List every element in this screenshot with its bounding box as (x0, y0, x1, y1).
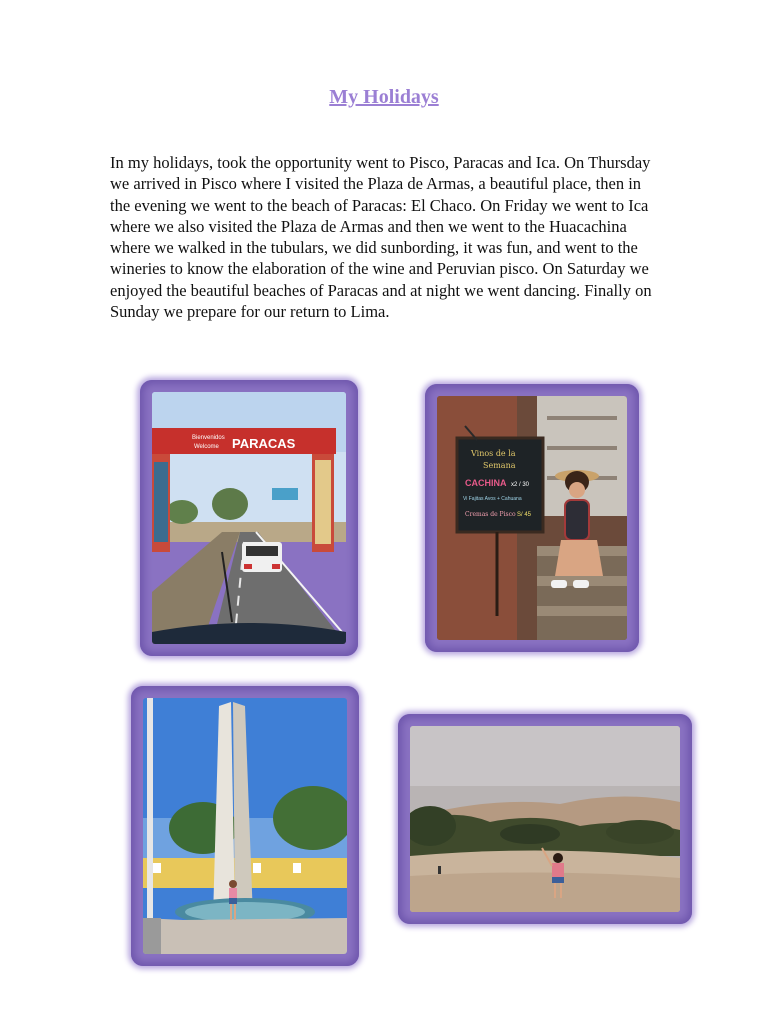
arch-sign-top: Bienvenidos (192, 435, 225, 441)
chalkboard-price1: x2 / 30 (511, 482, 530, 488)
photo-paracas-arch (140, 380, 358, 656)
chalkboard-line2: Semana (483, 461, 516, 470)
winery-chalkboard-image (437, 396, 627, 640)
photo-winery-chalkboard (425, 384, 639, 652)
chalkboard-line1: Vinos de la (471, 449, 516, 458)
page-title: My Holidays (329, 86, 439, 108)
holiday-paragraph: In my holidays, took the opportunity went to Pisco, Paracas and Ica. On Thursday we arrived in Pisco where I visited the Plaza de Armas, a beautiful place, then in the evening we went to the beach of Paracas: El Chaco. On Friday we went to Ica where we also visited the Plaza de Armas and then we went to the Huacachina where we walked in the tubulars, we did sunbording, it was fun, and went to the wineries to know the elaboration of the wine and Peruvian pisco. On Saturday we enjoyed the beautiful beaches of Paracas and at night we went dancing. Finally on Sunday we prepare for our return to Lima. (110, 153, 652, 322)
plaza-obelisk-image (143, 698, 347, 954)
chalkboard-line4: Vi Fajitas Avos + Cahuana (463, 496, 522, 502)
chalkboard-line5: Cremas de Pisco (465, 511, 516, 518)
arch-sign-middle: Welcome (194, 444, 219, 450)
photo-huacachina-dunes (398, 714, 692, 924)
chalkboard-line3: CACHINA (465, 478, 507, 488)
paracas-arch-image (152, 392, 346, 644)
arch-sign-brand: PARACAS (232, 436, 296, 451)
photo-plaza-obelisk (131, 686, 359, 966)
huacachina-dunes-image (410, 726, 680, 912)
chalkboard-price2: S/ 45 (517, 512, 532, 518)
